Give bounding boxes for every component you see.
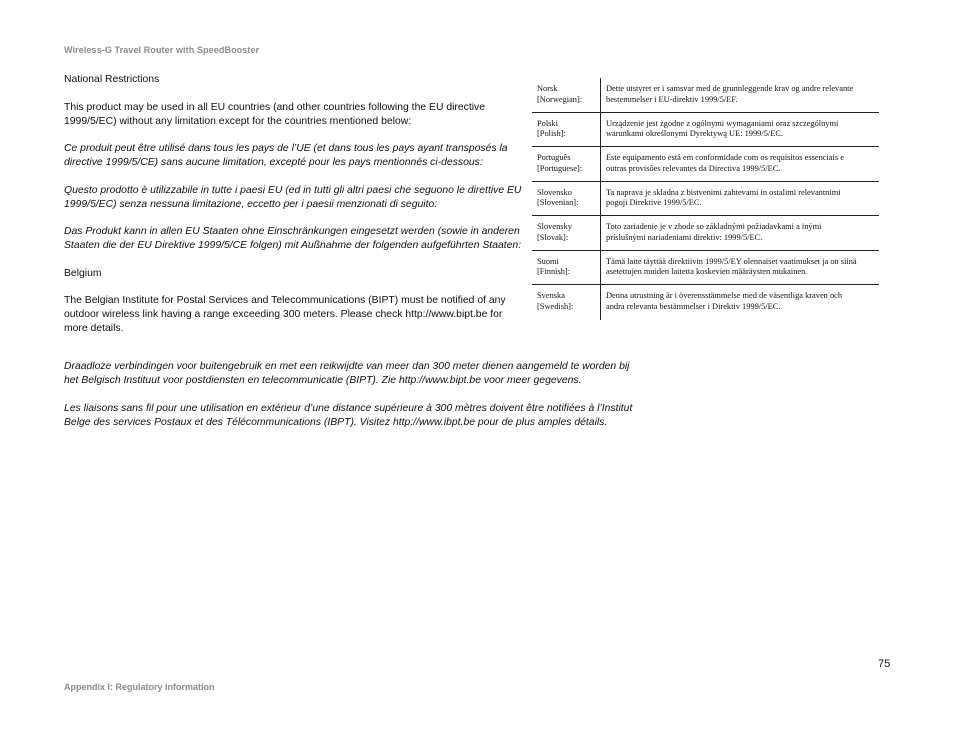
language-name: Slovensko — [537, 187, 572, 197]
national-restrictions-german: Das Produkt kann in allen EU Staaten ohne Einschränkungen eingesetzt werden (sowie in anderen Staaten die der EU Direktive 1999/5/CE folgen) mit Außnahme der folgenden aufgeführten Staaten: — [64, 226, 522, 251]
table-row — [532, 78, 879, 113]
language-name: Slovensky — [537, 222, 572, 231]
declaration-line: Ta naprava je skladna z bistvenimi zahtevami in ostalimi relevantnimi — [606, 187, 841, 197]
declaration-cell — [601, 182, 879, 216]
language-cell — [532, 78, 601, 112]
table-row — [532, 113, 879, 148]
language-label: [Norwegian]: — [537, 94, 583, 104]
language-label: [Slovak]: — [537, 232, 569, 242]
running-header: Wireless-G Travel Router with SpeedBooster — [64, 45, 260, 55]
table-row — [532, 285, 879, 320]
language-label: [Finnish]: — [537, 267, 571, 276]
declaration-cell — [601, 285, 879, 320]
national-restrictions-french: Ce produit peut être utilisé dans tous les pays de l’UE (et dans tous les pays ayant transposés la directive 1999/5/CE) sans aucune limitation, excepté pour les pays mentionnés ci-dessous: — [64, 143, 508, 168]
declaration-line: andra relevanta bestämmelser i Direktiv 1999/5/EC. — [606, 301, 781, 311]
table-row — [532, 251, 879, 286]
declaration-cell — [601, 216, 879, 250]
table-row — [532, 216, 879, 251]
language-label: [Polish]: — [537, 129, 566, 138]
belgium-dutch: Draadloze verbindingen voor buitengebruik en met een reikwijdte van meer dan 300 meter dienen aangemeld te worden bij het Belgisch Instituut voor postdiensten en telecommunicatie (BIPT). Zie http://www.bipt.be voor meer gegevens. — [64, 361, 630, 386]
table-row — [532, 182, 879, 217]
national-restrictions-heading: National Restrictions — [64, 74, 160, 85]
declaration-line: warunkami określonymi Dyrektywą UE: 1999/5/EC. — [606, 129, 784, 138]
declaration-cell — [601, 147, 879, 181]
language-cell — [532, 113, 601, 147]
declaration-line: pogoji Direktive 1999/5/EC. — [606, 198, 702, 207]
language-label: [Portuguese]: — [537, 163, 583, 173]
declaration-line: bestemmelser i EU-direktiv 1999/5/EF. — [606, 94, 738, 104]
declaration-line: Este equipamento está em conformidade com os requisitos essenciais e — [606, 153, 844, 162]
language-cell — [532, 285, 601, 320]
language-cell — [532, 251, 601, 285]
belgium-dutch-block — [64, 360, 634, 388]
language-name: Norsk — [537, 84, 558, 93]
declaration-line: asetettujen muiden laitetta koskevien määräysten mukainen. — [606, 267, 808, 276]
language-name: Suomi — [537, 256, 559, 266]
declaration-line: Denna utrustning är i överensstämmelse med de väsentliga kraven och — [606, 291, 843, 300]
language-cell — [532, 216, 601, 250]
declaration-line: príslušnými nariadeniami direktív: 1999/5/EC. — [606, 232, 763, 242]
belgium-french: Les liaisons sans fil pour une utilisation en extérieur d’une distance supérieure à 300 mètres doivent être notifiées à l’Institut Belge des services Postaux et des Télécommunications (IBPT). Visitez http://www.ibpt.be pour de plus amples détails. — [64, 403, 633, 428]
declaration-cell — [601, 251, 879, 285]
declaration-cell — [601, 78, 879, 112]
declaration-line: Toto zariadenie je v zhode so základnými požiadavkami a inými — [606, 222, 822, 231]
language-name: Svenska — [537, 291, 565, 300]
language-cell — [532, 182, 601, 216]
page-number: 75 — [878, 658, 891, 670]
language-label: [Swedish]: — [537, 301, 574, 311]
belgium-heading: Belgium — [64, 267, 102, 279]
language-name: Polski — [537, 118, 558, 128]
table-row — [532, 147, 879, 182]
declaration-cell — [601, 113, 879, 147]
belgium-english: The Belgian Institute for Postal Services and Telecommunications (BIPT) must be notified of any outdoor wireless link having a range exceeding 300 meters. Please check http://www.bipt.be for more details. — [64, 295, 506, 334]
national-restrictions-english: This product may be used in all EU countries (and other countries following the EU directive 1999/5/EC) without any limitation except for the countries mentioned below: — [64, 101, 486, 127]
declaration-line: outras provisões relevantes da Directiva 1999/5/EC. — [606, 163, 781, 173]
language-cell — [532, 147, 601, 181]
declaration-line: Tämä laite täyttää direktiivin 1999/5/EY olennaiset vaatimukset ja on siinä — [606, 256, 857, 266]
language-name: Português — [537, 153, 571, 162]
belgium-french-block — [64, 402, 634, 430]
declaration-line: Urządzenie jest zgodne z ogólnymi wymaganiami oraz szczególnymi — [606, 118, 839, 128]
national-restrictions-italian: Questo prodotto è utilizzabile in tutte i paesi EU (ed in tutti gli altri paesi che seguono le direttive EU 1999/5/EC) senza nessuna limitazione, eccetto per i paesii menzionati di seguito: — [64, 184, 522, 210]
left-column — [64, 73, 524, 350]
declaration-line: Dette utstyret er i samsvar med de grunnleggende krav og andre relevante — [606, 84, 854, 93]
running-footer: Appendix I: Regulatory Information — [64, 682, 215, 692]
language-label: [Slovenian]: — [537, 198, 579, 207]
declaration-table — [532, 78, 879, 320]
